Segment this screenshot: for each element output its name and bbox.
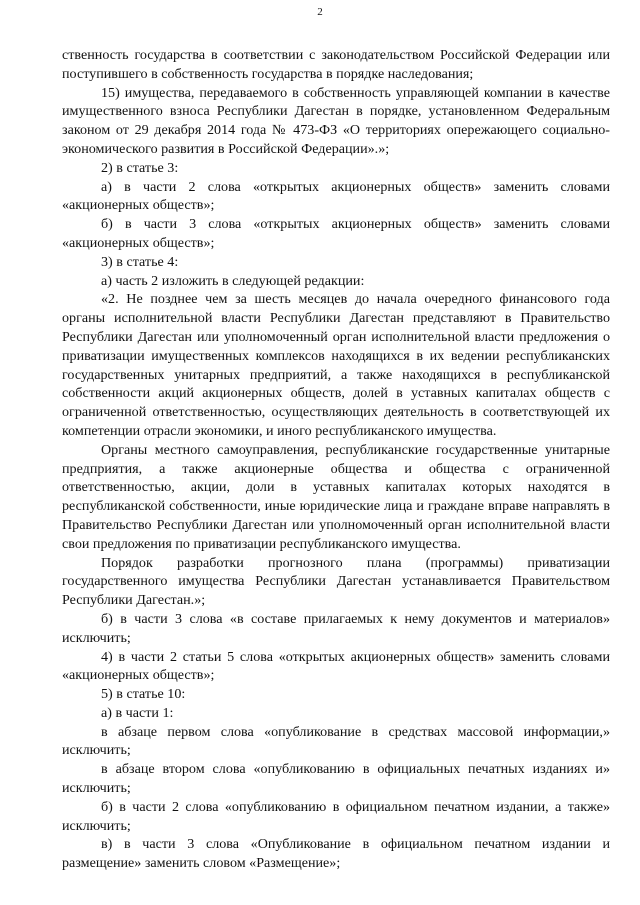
paragraph: 5) в статье 10: — [101, 686, 186, 703]
paragraph: б) в части 2 слова «опубликованию в официальном печатном издании, а также» исключить; — [62, 798, 610, 834]
paragraph: а) в части 1: — [101, 704, 174, 721]
paragraph: б) в части 3 слова «в составе прилагаемых к нему документов и материалов» исключить; — [62, 610, 610, 646]
page-number: 2 — [317, 6, 323, 18]
paragraph: «2. Не позднее чем за шесть месяцев до начала очередного финансового года органы исполнительной власти Республики Дагестан представляют в Правительство Республики Дагестан или уполномоченный орган исполнительной власти предложения о приватизации имущественных комплексов находящихся в их ведении республиканских государственных унитарных предприятий, а также находящихся в республиканской собственности акций акционерных обществ, долей в уставных капиталах обществ с ограниченной ответственностью, осуществляющих деятельность в соответствующей их компетенции отрасли экономики, и иного республиканского имущества. — [62, 291, 610, 439]
paragraph: 3) в статье 4: — [101, 253, 179, 270]
paragraph: Органы местного самоуправления, республиканские государственные унитарные предприятия, а также акционерные общества и общества с ограниченной ответственностью, акции, доли в уставных капиталах которых находятся в республиканской собственности, иные юридические лица и граждане вправе направлять в Правительство Республики Дагестан или уполномоченный орган исполнительной власти свои предложения по приватизации республиканского имущества. — [62, 441, 610, 552]
paragraph: в) в части 3 слова «Опубликование в официальном печатном издании и размещение» заменить словом «Размещение»; — [62, 836, 610, 872]
paragraph: Порядок разработки прогнозного плана (программы) приватизации государственного имущества Республики Дагестан устанавливается Правительством Республики Дагестан.»; — [62, 554, 610, 609]
paragraph: 15) имущества, передаваемого в собственность управляющей компании в качестве имущественного взноса Республики Дагестан в порядке, установленном Федеральным законом от 29 декабря 2014 года № 473-ФЗ «О территориях опережающего социально-экономического развития в Российской Федерации».»; — [62, 84, 610, 157]
paragraph: ственность государства в соответствии с законодательством Российской Федерации или поступившего в собственность государства в порядке наследования; — [62, 47, 610, 82]
paragraph: б) в части 3 слова «открытых акционерных обществ» заменить словами «акционерных обществ»; — [62, 216, 610, 251]
paragraph: в абзаце первом слова «опубликование в средствах массовой информации,» исключить; — [62, 723, 610, 759]
paragraph: а) часть 2 изложить в следующей редакции: — [101, 272, 365, 289]
paragraph: а) в части 2 слова «открытых акционерных обществ» заменить словами «акционерных обществ»; — [62, 178, 610, 214]
paragraph: 2) в статье 3: — [101, 159, 179, 176]
paragraph: в абзаце втором слова «опубликованию в официальных печатных изданиях и» исключить; — [62, 761, 610, 797]
paragraph: 4) в части 2 статьи 5 слова «открытых акционерных обществ» заменить словами «акционерных обществ»; — [62, 648, 610, 684]
document-body — [62, 46, 610, 873]
